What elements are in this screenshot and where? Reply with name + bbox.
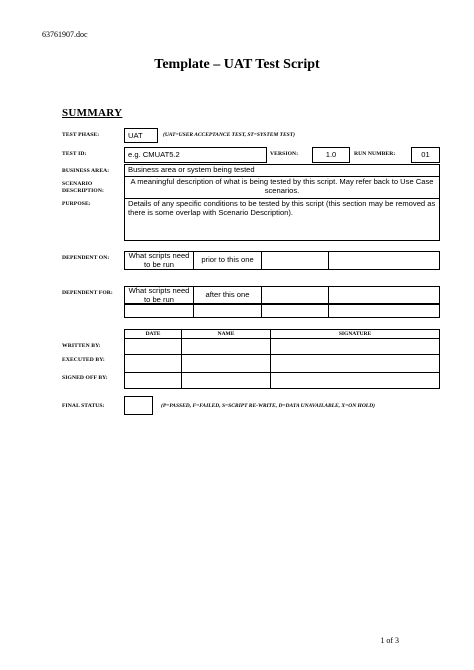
section-heading-summary: SUMMARY: [62, 107, 123, 119]
dependent-for-cell-4[interactable]: [329, 287, 440, 305]
dependent-extra-cell-2[interactable]: [194, 304, 262, 318]
signoff-table: [124, 329, 440, 389]
dependent-on-label: DEPENDENT ON:: [62, 255, 110, 261]
dependent-extra-cell-4[interactable]: [329, 304, 440, 318]
written-by-label: WRITTEN BY:: [62, 343, 101, 349]
test-id-field[interactable]: e.g. CMUAT5.2: [124, 147, 267, 163]
signed-off-by-name[interactable]: [182, 373, 271, 389]
dependent-on-cell-4[interactable]: [329, 252, 440, 270]
final-status-label: FINAL STATUS:: [62, 403, 105, 409]
dependent-extra-cell-1[interactable]: [125, 304, 194, 318]
executed-by-name[interactable]: [182, 355, 271, 373]
dependent-for-cell-1[interactable]: What scripts need to be run: [125, 287, 194, 305]
dependent-for-cell-2[interactable]: after this one: [194, 287, 262, 305]
test-phase-note: (UAT=USER ACCEPTANCE TEST, ST=SYSTEM TEST): [163, 132, 295, 138]
dependent-extra-row: [124, 303, 440, 318]
signoff-header-date: DATE: [125, 330, 182, 339]
dependent-on-cell-1[interactable]: What scripts need to be run: [125, 252, 194, 270]
written-by-name[interactable]: [182, 339, 271, 355]
dependent-extra-cell-3[interactable]: [262, 304, 329, 318]
scenario-label: SCENARIO DESCRIPTION:: [62, 181, 104, 194]
page-title: Template – UAT Test Script: [154, 57, 320, 72]
dependent-on-cell-2[interactable]: prior to this one: [194, 252, 262, 270]
purpose-label: PURPOSE:: [62, 201, 91, 207]
signed-off-by-label: SIGNED OFF BY:: [62, 375, 108, 381]
executed-by-label: EXECUTED BY:: [62, 357, 105, 363]
test-phase-label: TEST PHASE:: [62, 132, 100, 138]
purpose-field[interactable]: Details of any specific conditions to be tested by this script (this section may be removed as there is some overlap with Scenario Description).: [124, 198, 440, 241]
test-phase-field[interactable]: UAT: [124, 128, 158, 143]
executed-by-date[interactable]: [125, 355, 182, 373]
dependent-for-cell-3[interactable]: [262, 287, 329, 305]
final-status-field[interactable]: [124, 396, 153, 415]
page-number: 1 of 3: [380, 636, 399, 645]
executed-by-signature[interactable]: [271, 355, 440, 373]
scenario-description-field[interactable]: A meaningful description of what is being tested by this script. May refer back to Use Case scenarios.: [124, 176, 440, 199]
version-label: VERSION:: [270, 151, 299, 157]
final-status-note: (P=PASSED, F=FAILED, S=SCRIPT RE-WRITE, D=DATA UNAVAILABLE, X=ON HOLD): [161, 403, 375, 409]
business-area-field[interactable]: Business area or system being tested: [124, 164, 440, 177]
run-number-field[interactable]: 01: [411, 147, 440, 163]
written-by-date[interactable]: [125, 339, 182, 355]
business-area-label: BUSINESS AREA:: [62, 168, 110, 174]
test-id-label: TEST ID:: [62, 151, 87, 157]
document-filename: 63761907.doc: [42, 30, 88, 39]
dependent-on-cell-3[interactable]: [262, 252, 329, 270]
run-number-label: RUN NUMBER:: [354, 151, 396, 157]
signed-off-by-signature[interactable]: [271, 373, 440, 389]
signed-off-by-date[interactable]: [125, 373, 182, 389]
version-field[interactable]: 1.0: [312, 147, 350, 163]
dependent-on-table: [124, 251, 440, 270]
signoff-header-name: NAME: [182, 330, 271, 339]
signoff-header-signature: SIGNATURE: [271, 330, 440, 339]
written-by-signature[interactable]: [271, 339, 440, 355]
dependent-for-label: DEPENDENT FOR:: [62, 290, 113, 296]
